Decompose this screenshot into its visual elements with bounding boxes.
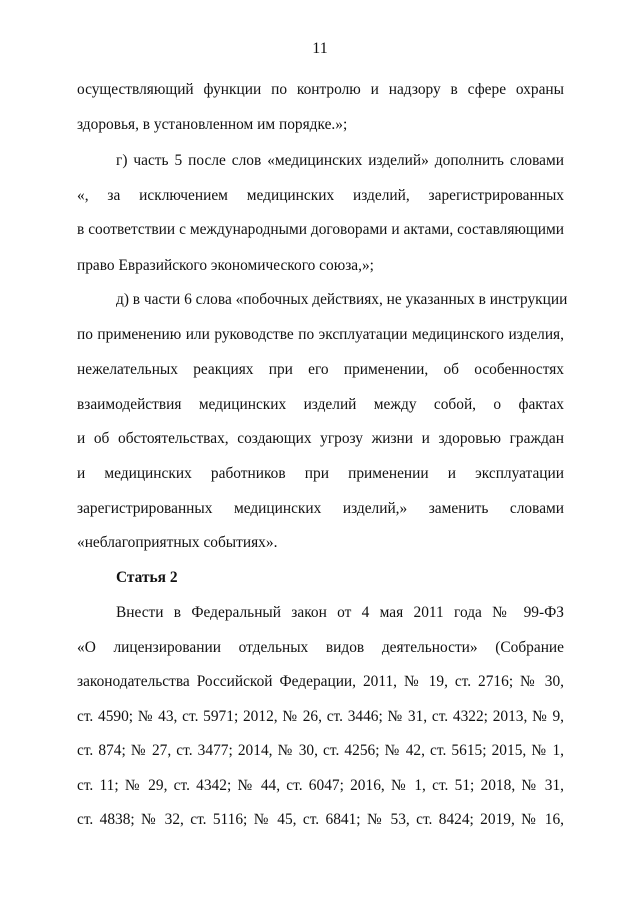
article-heading: Статья 2 — [116, 569, 178, 586]
text-line: ст. 11; № 29, ст. 4342; № 44, ст. 6047; 2016, № 1, ст. 51; 2018, № 31, — [77, 777, 564, 794]
text-line: и об обстоятельствах, создающих угрозу жизни и здоровью граждан — [77, 430, 564, 447]
text-line: законодательства Российской Федерации, 2011, № 19, ст. 2716; № 30, — [77, 673, 564, 690]
text-line: ст. 874; № 27, ст. 3477; 2014, № 30, ст. 4256; № 42, ст. 5615; 2015, № 1, — [77, 742, 564, 759]
text-line: в соответствии с международными договорами и актами, составляющими — [77, 221, 564, 238]
text-line: взаимодействия медицинских изделий между собой, о фактах — [77, 396, 564, 413]
text-line: ст. 4838; № 32, ст. 5116; № 45, ст. 6841; № 53, ст. 8424; 2019, № 16, — [77, 811, 564, 828]
text-line: ст. 4590; № 43, ст. 5971; 2012, № 26, ст. 3446; № 31, ст. 4322; 2013, № 9, — [77, 708, 564, 725]
text-line: Внести в Федеральный закон от 4 мая 2011 года № 99-ФЗ — [116, 604, 564, 621]
text-line: и медицинских работников при применении и эксплуатации — [77, 465, 564, 482]
text-line: по применению или руководстве по эксплуатации медицинского изделия, — [77, 326, 564, 343]
text-line: «неблагоприятных событиях». — [77, 534, 278, 551]
text-line: здоровья, в установленном им порядке.»; — [77, 116, 348, 133]
text-line: «, за исключением медицинских изделий, зарегистрированных — [77, 187, 564, 204]
text-line: г) часть 5 после слов «медицинских изделий» дополнить словами — [116, 152, 564, 169]
text-line: право Евразийского экономического союза,»; — [77, 257, 374, 274]
text-line: «О лицензировании отдельных видов деятельности» (Собрание — [77, 639, 564, 656]
text-line: зарегистрированных медицинских изделий,» заменить словами — [77, 500, 564, 517]
text-line: осуществляющий функции по контролю и надзору в сфере охраны — [77, 81, 564, 98]
page-number: 11 — [312, 40, 328, 57]
text-line: д) в части 6 слова «побочных действиях, не указанных в инструкции — [116, 291, 568, 308]
text-line: нежелательных реакциях при его применении, об особенностях — [77, 361, 564, 378]
